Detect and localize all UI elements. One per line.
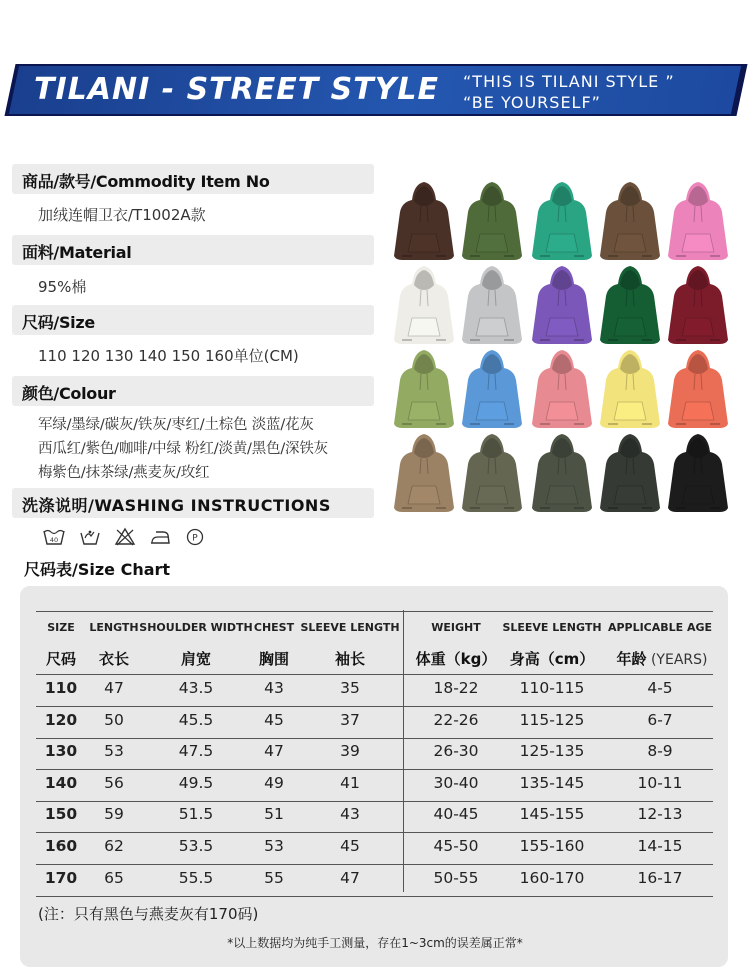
size-label: 尺码/Size xyxy=(22,313,95,332)
hoodie-swatch xyxy=(458,262,526,346)
svg-text:40: 40 xyxy=(49,536,59,544)
column-header-cn: 年龄 (YEARS) xyxy=(616,650,708,668)
table-cell: 115-125 xyxy=(519,710,585,729)
table-cell: 10-11 xyxy=(637,773,683,792)
iron-icon xyxy=(149,527,171,549)
table-cell: 47.5 xyxy=(178,742,214,761)
material-value: 95%棉 xyxy=(38,278,87,296)
age-unit: (YEARS) xyxy=(646,652,708,668)
measurement-note: *以上数据均为纯手工测量，存在1~3cm的误差属正常* xyxy=(227,936,523,950)
table-cell: 53.5 xyxy=(178,837,214,855)
table-cell: 43.5 xyxy=(178,679,214,697)
hoodie-swatch xyxy=(390,262,458,346)
size-note: (注：只有黑色与燕麦灰有170码) xyxy=(38,905,259,923)
table-cell: 65 xyxy=(104,868,124,887)
size-cell: 150 xyxy=(44,805,78,824)
column-header-en: SLEEVE LENGTH xyxy=(300,621,400,634)
table-cell: 160-170 xyxy=(519,868,585,887)
slogan-line-1: “THIS IS TILANI STYLE ” xyxy=(463,72,675,91)
table-cell: 51.5 xyxy=(178,805,214,824)
table-cell: 59 xyxy=(104,805,124,824)
column-header-cn: 胸围 xyxy=(258,650,290,668)
hoodie-swatch xyxy=(528,262,596,346)
column-header-en: SHOULDER WIDTH xyxy=(139,621,253,634)
hoodie-swatch xyxy=(664,178,732,262)
column-header-en: LENGTH xyxy=(89,621,139,634)
dry-clean-p-icon xyxy=(184,527,206,549)
table-cell: 14-15 xyxy=(637,837,683,855)
table-cell: 43 xyxy=(340,805,360,824)
table-row-rule xyxy=(36,896,713,897)
hoodie-swatch xyxy=(458,178,526,262)
hoodie-swatch xyxy=(664,346,732,430)
table-cell: 45-50 xyxy=(433,837,479,855)
table-cell: 45.5 xyxy=(178,710,214,729)
size-value: 110 120 130 140 150 160单位(CM) xyxy=(38,347,299,365)
table-cell: 125-135 xyxy=(519,742,585,761)
table-cell: 110-115 xyxy=(519,679,585,697)
table-row-rule xyxy=(36,738,713,739)
size-cell: 130 xyxy=(44,742,78,761)
column-header-en: SLEEVE LENGTH xyxy=(502,621,602,634)
size-cell: 120 xyxy=(44,710,78,729)
table-cell: 49 xyxy=(264,773,284,792)
item-value: 加绒连帽卫衣/T1002A款 xyxy=(38,206,206,224)
table-cell: 50-55 xyxy=(433,868,479,887)
table-divider xyxy=(403,610,404,892)
table-cell: 8-9 xyxy=(647,742,673,761)
no-bleach-icon xyxy=(114,527,136,549)
table-cell: 50 xyxy=(104,710,124,729)
table-cell: 12-13 xyxy=(637,805,683,824)
hoodie-colour-grid xyxy=(390,178,736,518)
table-cell: 16-17 xyxy=(637,868,683,887)
column-header-en: SIZE xyxy=(47,621,75,634)
table-cell: 26-30 xyxy=(433,742,479,761)
hoodie-swatch xyxy=(596,346,664,430)
table-cell: 41 xyxy=(340,773,360,792)
table-top-rule xyxy=(36,611,713,612)
hoodie-swatch xyxy=(390,178,458,262)
table-cell: 39 xyxy=(340,742,360,761)
table-row-rule xyxy=(36,832,713,833)
table-cell: 53 xyxy=(104,742,124,761)
column-header-cn: 袖长 xyxy=(334,650,366,668)
hoodie-swatch xyxy=(528,346,596,430)
hoodie-swatch xyxy=(390,346,458,430)
colour-list-line-2: 西瓜红/紫色/咖啡/中绿 粉红/淡黄/黑色/深铁灰 xyxy=(38,441,328,457)
size-cell: 160 xyxy=(44,837,78,855)
table-cell: 53 xyxy=(264,837,284,855)
hand-wash-icon xyxy=(79,527,101,549)
column-header-cn: 身高（cm） xyxy=(509,650,595,668)
table-cell: 135-145 xyxy=(519,773,585,792)
hoodie-swatch xyxy=(664,430,732,514)
hoodie-swatch xyxy=(596,262,664,346)
hoodie-swatch xyxy=(596,178,664,262)
table-cell: 47 xyxy=(264,742,284,761)
table-cell: 62 xyxy=(104,837,124,855)
table-header-rule xyxy=(36,674,713,675)
table-cell: 45 xyxy=(340,837,360,855)
table-row-rule xyxy=(36,801,713,802)
table-cell: 47 xyxy=(104,679,124,697)
washing-label: 洗涤说明/WASHING INSTRUCTIONS xyxy=(22,496,331,515)
table-cell: 35 xyxy=(340,679,360,697)
table-cell: 47 xyxy=(340,868,360,887)
size-cell: 170 xyxy=(44,868,78,887)
table-cell: 51 xyxy=(264,805,284,824)
table-row-rule xyxy=(36,864,713,865)
table-cell: 22-26 xyxy=(433,710,479,729)
table-cell: 55.5 xyxy=(178,868,214,887)
hoodie-swatch xyxy=(596,430,664,514)
column-header-cn: 衣长 xyxy=(98,650,130,668)
table-cell: 145-155 xyxy=(519,805,585,824)
size-cell: 140 xyxy=(44,773,78,792)
washing-icons xyxy=(42,527,206,549)
table-cell: 40-45 xyxy=(433,805,479,824)
hoodie-swatch xyxy=(664,262,732,346)
hoodie-swatch xyxy=(458,346,526,430)
table-cell: 30-40 xyxy=(433,773,479,792)
column-header-en: APPLICABLE AGE xyxy=(607,621,713,634)
table-cell: 6-7 xyxy=(647,710,673,729)
slogan-line-2: “BE YOURSELF” xyxy=(463,93,601,112)
table-cell: 43 xyxy=(264,679,284,697)
column-header-cn: 体重（kg） xyxy=(415,650,497,668)
colour-list-line-3: 梅紫色/抹茶绿/燕麦灰/玫红 xyxy=(38,465,210,481)
hoodie-swatch xyxy=(528,430,596,514)
size-cell: 110 xyxy=(44,679,78,697)
column-header-cn: 尺码 xyxy=(45,650,77,668)
svg-text:P: P xyxy=(192,533,198,544)
colour-label: 颜色/Colour xyxy=(22,384,116,403)
wash-40-icon xyxy=(42,527,66,549)
table-cell: 56 xyxy=(104,773,124,792)
table-cell: 55 xyxy=(264,868,284,887)
column-header-en: WEIGHT xyxy=(431,621,481,634)
table-cell: 4-5 xyxy=(647,679,673,697)
table-cell: 49.5 xyxy=(178,773,214,792)
column-header-en: CHEST xyxy=(253,621,295,634)
material-label: 面料/Material xyxy=(22,243,132,262)
hoodie-swatch xyxy=(390,430,458,514)
hoodie-swatch xyxy=(458,430,526,514)
table-row-rule xyxy=(36,769,713,770)
item-label: 商品/款号/Commodity Item No xyxy=(22,172,270,191)
banner-title: TILANI - STREET STYLE xyxy=(34,72,440,107)
table-cell: 45 xyxy=(264,710,284,729)
table-cell: 37 xyxy=(340,710,360,729)
column-header-cn: 肩宽 xyxy=(180,650,212,668)
colour-list-line-1: 军绿/墨绿/碳灰/铁灰/枣红/土棕色 淡蓝/花灰 xyxy=(38,417,314,433)
table-row-rule xyxy=(36,706,713,707)
size-chart-title: 尺码表/Size Chart xyxy=(24,560,171,579)
hoodie-swatch xyxy=(528,178,596,262)
table-cell: 18-22 xyxy=(433,679,479,697)
table-cell: 155-160 xyxy=(519,837,585,855)
